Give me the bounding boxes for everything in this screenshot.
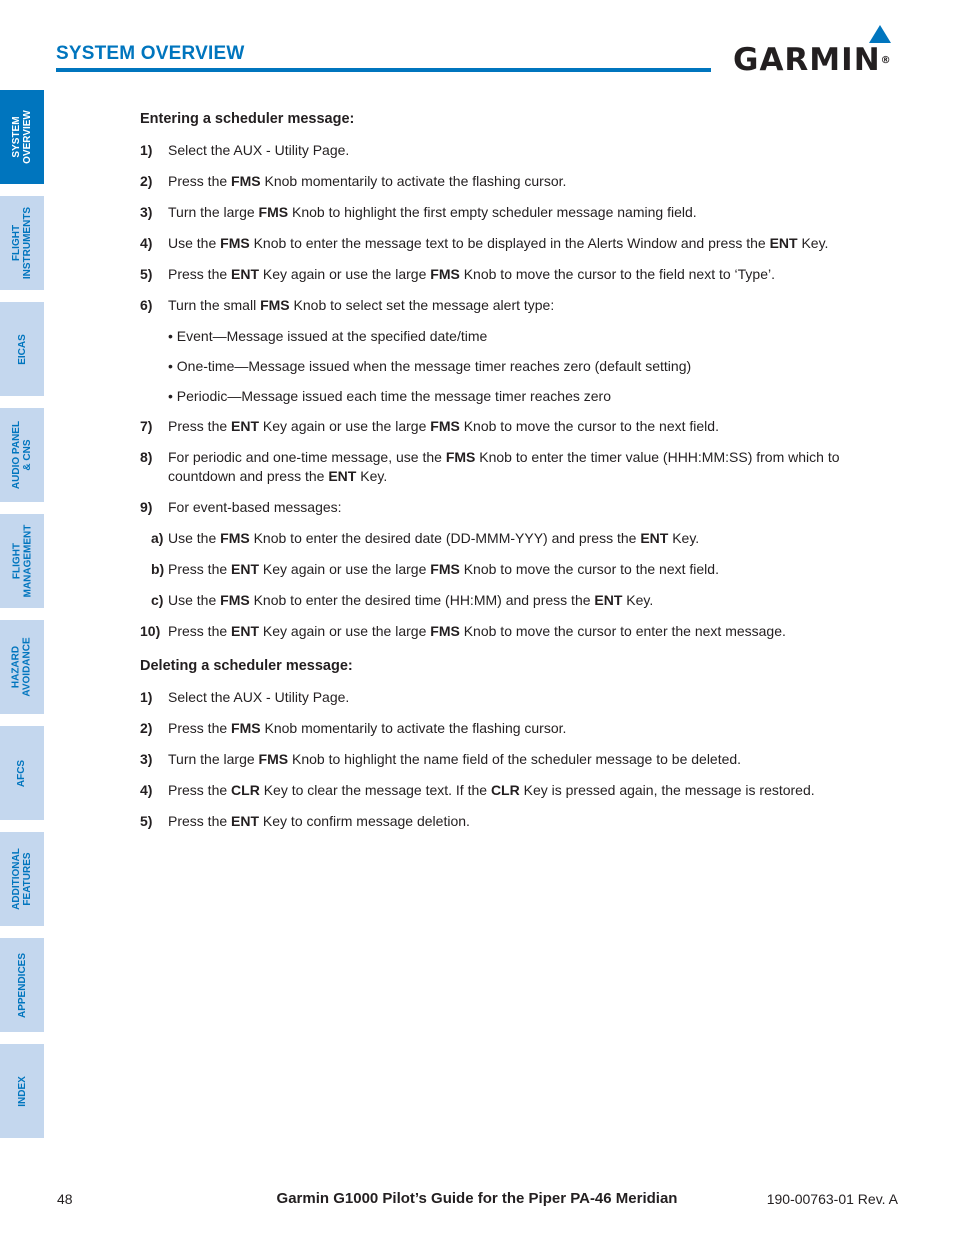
- tab-label: AUDIO PANEL & CNS: [11, 420, 33, 490]
- tab-label: AFCS: [16, 759, 28, 787]
- bullet-item: • One-time—Message issued when the message timer reaches zero (default setting): [168, 358, 692, 374]
- step-item: 7) Press the ENT Key again or use the large FMS Knob to move the cursor to the next field.: [140, 418, 719, 434]
- tab-flight-management[interactable]: [0, 514, 44, 608]
- tab-label: ADDITIONAL FEATURES: [11, 848, 34, 910]
- step-item: 5) Press the ENT Key to confirm message deletion.: [140, 813, 470, 829]
- step-item: 9) For event-based messages:: [140, 499, 342, 515]
- step-item: 4) Press the CLR Key to clear the message text. If the CLR Key is pressed again, the message is restored.: [140, 782, 815, 798]
- tab-afcs[interactable]: [0, 726, 44, 820]
- step-item: 6) Turn the small FMS Knob to select set the message alert type:: [140, 297, 555, 313]
- step-item: 2) Press the FMS Knob momentarily to activate the flashing cursor.: [140, 173, 567, 189]
- garmin-triangle-icon: [869, 25, 891, 43]
- step-item: 2) Press the FMS Knob momentarily to activate the flashing cursor.: [140, 720, 567, 736]
- header-rule: [56, 68, 711, 72]
- tab-label: APPENDICES: [16, 952, 28, 1018]
- tab-label: FLIGHT INSTRUMENTS: [11, 206, 34, 280]
- tab-label: EICAS: [16, 333, 28, 365]
- page-number: 48: [57, 1191, 73, 1207]
- step-item: 8) For periodic and one-time message, use the FMS Knob to enter the timer value (HHH:MM:SS) from which to countdown and press the ENT Key.: [140, 449, 840, 484]
- tab-label: HAZARD AVOIDANCE: [11, 637, 34, 697]
- sub-step-item: b) Press the ENT Key again or use the large FMS Knob to move the cursor to the next field.: [151, 561, 719, 577]
- deleting-heading: Deleting a scheduler message:: [140, 658, 353, 674]
- step-item: 10) Press the ENT Key again or use the large FMS Knob to move the cursor to enter the next message.: [140, 623, 786, 639]
- bullet-item: • Event—Message issued at the specified date/time: [168, 328, 488, 344]
- step-item: 5) Press the ENT Key again or use the large FMS Knob to move the cursor to the field next to ‘Type’.: [140, 266, 775, 282]
- tab-label: INDEX: [16, 1075, 28, 1107]
- tab-additional-features[interactable]: [0, 832, 44, 926]
- step-item: 1) Select the AUX - Utility Page.: [140, 142, 350, 158]
- tab-hazard-avoidance[interactable]: [0, 620, 44, 714]
- document-number: 190-00763-01 Rev. A: [766, 1191, 898, 1207]
- tab-label: SYSTEM OVERVIEW: [11, 110, 33, 164]
- tab-eicas[interactable]: [0, 302, 44, 396]
- tab-system-overview[interactable]: [0, 90, 44, 184]
- footer-title: Garmin G1000 Pilot’s Guide for the Piper PA-46 Meridian: [276, 1190, 678, 1207]
- bullet-item: • Periodic—Message issued each time the message timer reaches zero: [168, 388, 611, 404]
- section-title: SYSTEM OVERVIEW: [56, 43, 245, 64]
- tab-flight-instruments[interactable]: [0, 196, 44, 290]
- step-item: 4) Use the FMS Knob to enter the message text to be displayed in the Alerts Window and press the ENT Key.: [140, 235, 829, 251]
- tab-label: FLIGHT MANAGEMENT: [11, 524, 33, 598]
- procedure-content: [140, 110, 860, 843]
- tab-index[interactable]: [0, 1044, 44, 1138]
- tab-appendices[interactable]: [0, 938, 44, 1032]
- garmin-wordmark: GARMIN®: [733, 42, 892, 78]
- step-item: 1) Select the AUX - Utility Page.: [140, 689, 350, 705]
- sub-step-item: a) Use the FMS Knob to enter the desired date (DD-MMM-YYY) and press the ENT Key.: [151, 530, 700, 546]
- garmin-logo: [733, 25, 898, 78]
- step-item: 3) Turn the large FMS Knob to highlight the name field of the scheduler message to be deleted.: [140, 751, 742, 767]
- step-item: 3) Turn the large FMS Knob to highlight the first empty scheduler message naming field.: [140, 204, 697, 220]
- tab-audio-panel-cns[interactable]: [0, 408, 44, 502]
- entering-heading: Entering a scheduler message:: [140, 111, 355, 127]
- sub-step-item: c) Use the FMS Knob to enter the desired time (HH:MM) and press the ENT Key.: [151, 592, 654, 608]
